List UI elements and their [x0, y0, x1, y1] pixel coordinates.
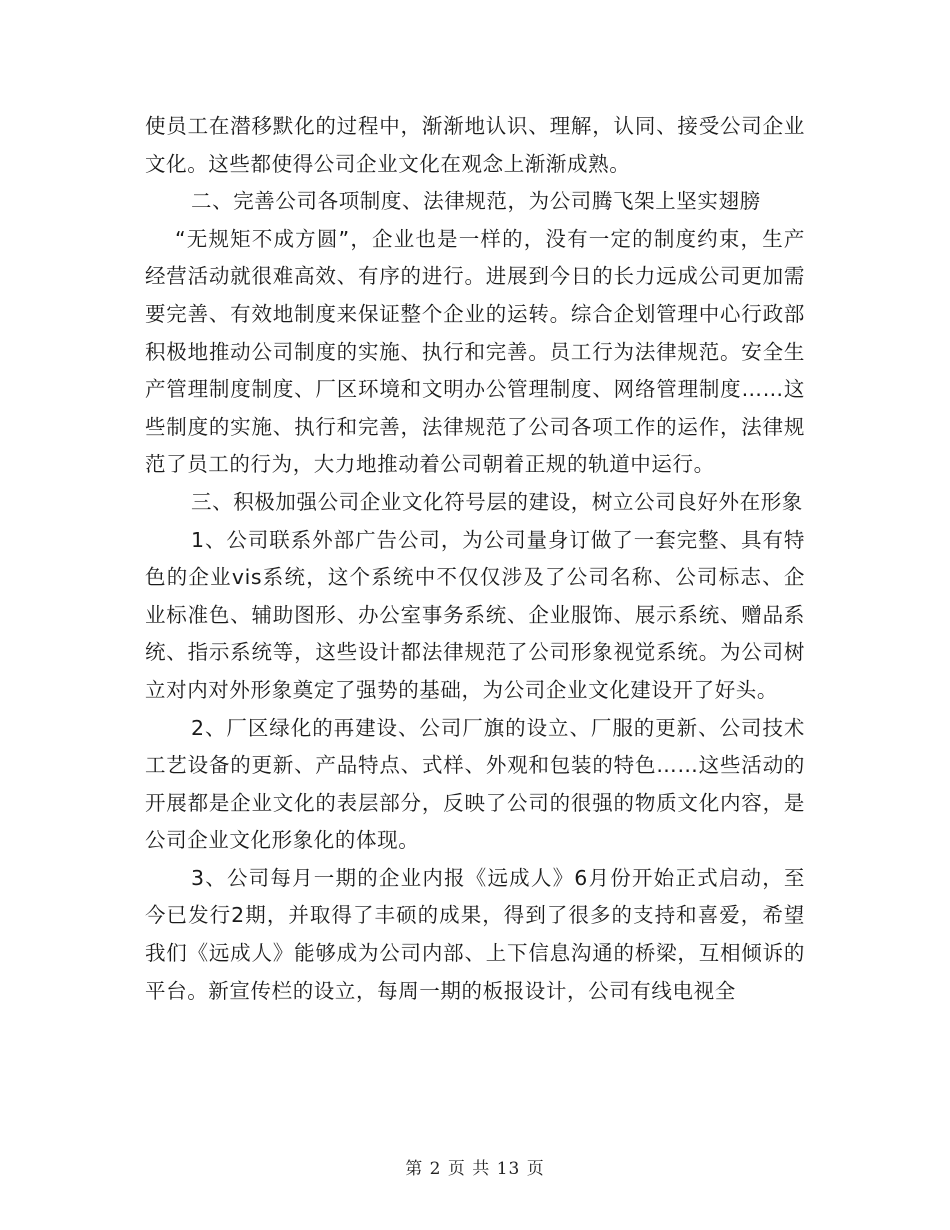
- paragraph-continuation: 使员工在潜移默化的过程中，渐渐地认识、理解，认同、接受公司企业文化。这些都使得公司企业文化在观念上渐渐成熟。: [145, 114, 805, 176]
- paragraph-item-2: 2、厂区绿化的再建设、公司厂旗的设立、厂服的更新、公司技术工艺设备的更新、产品特点、式样、外观和包装的特色……这些活动的开展都是企业文化的表层部分，反映了公司的很强的物质文化内容，是公司企业文化形象化的体现。: [145, 715, 805, 853]
- page-footer: 第 2 页 共 13 页: [405, 1159, 545, 1179]
- paragraph-rules: “无规矩不成方圆”，企业也是一样的，没有一定的制度约束，生产经营活动就很难高效、有序的进行。进展到今日的长力远成公司更加需要完善、有效地制度来保证整个企业的运转。综合企划管理中心行政部积极地推动公司制度的实施、执行和完善。员工行为法律规范。安全生产管理制度制度、厂区环境和文明办公管理制度、网络管理制度……这些制度的实施、执行和完善，法律规范了公司各项工作的运作，法律规范了员工的行为，大力地推动着公司朝着正规的轨道中运行。: [145, 226, 805, 477]
- paragraph-item-1: 1、公司联系外部广告公司，为公司量身订做了一套完整、具有特色的企业vis系统，这个系统中不仅仅涉及了公司名称、公司标志、企业标准色、辅助图形、办公室事务系统、企业服饰、展示系统、赠品系统、指示系统等，这些设计都法律规范了公司形象视觉系统。为公司树立对内对外形象奠定了强势的基础，为公司企业文化建设开了好头。: [145, 527, 805, 702]
- section-heading-3: 三、积极加强公司企业文化符号层的建设，树立公司良好外在形象: [191, 489, 803, 514]
- paragraph-item-3: 3、公司每月一期的企业内报《远成人》6月份开始正式启动，至今已发行2期，并取得了丰硕的成果，得到了很多的支持和喜爱，希望我们《远成人》能够成为公司内部、上下信息沟通的桥梁，互相倾诉的平台。新宣传栏的设立，每周一期的板报设计，公司有线电视全: [145, 865, 805, 1003]
- section-heading-2: 二、完善公司各项制度、法律规范，为公司腾飞架上坚实翅膀: [191, 189, 761, 214]
- document-body: [145, 108, 805, 1010]
